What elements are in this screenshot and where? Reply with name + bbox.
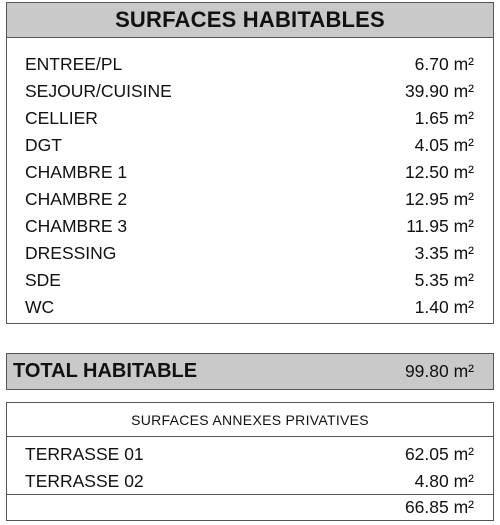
room-name: SDE xyxy=(25,270,61,290)
room-area: 6.70 m² xyxy=(414,54,474,74)
room-name: CELLIER xyxy=(25,108,98,128)
room-row xyxy=(7,213,493,240)
total-habitable-bar xyxy=(6,353,494,390)
room-row xyxy=(7,267,493,294)
room-row xyxy=(7,186,493,213)
annex-row xyxy=(7,468,493,495)
room-name: ENTREE/PL xyxy=(25,54,123,74)
annexes-total-value: 66.85 m² xyxy=(404,497,474,517)
surfaces-annexes-title: SURFACES ANNEXES PRIVATIVES xyxy=(7,403,493,437)
total-habitable-label: TOTAL HABITABLE xyxy=(13,360,198,382)
room-row xyxy=(7,159,493,186)
annexes-total xyxy=(7,494,493,520)
room-row xyxy=(7,78,493,105)
room-name: CHAMBRE 1 xyxy=(25,162,128,182)
annex-area: 62.05 m² xyxy=(404,444,474,464)
annex-name: TERRASSE 02 xyxy=(25,471,144,491)
room-area: 4.05 m² xyxy=(414,135,474,155)
room-row xyxy=(7,240,493,267)
total-habitable-value: 99.80 m² xyxy=(404,361,474,381)
room-area: 12.50 m² xyxy=(404,162,474,182)
surfaces-habitables-title: SURFACES HABITABLES xyxy=(7,3,493,38)
surfaces-annexes-panel xyxy=(6,402,494,521)
surfaces-habitables-panel xyxy=(6,2,494,324)
room-area: 5.35 m² xyxy=(414,270,474,290)
room-name: DGT xyxy=(25,135,62,155)
annex-name: TERRASSE 01 xyxy=(25,444,144,464)
room-area: 3.35 m² xyxy=(414,243,474,263)
room-area: 11.95 m² xyxy=(406,216,474,236)
room-area: 39.90 m² xyxy=(404,81,474,101)
room-row xyxy=(7,51,493,78)
room-name: WC xyxy=(25,297,55,317)
room-name: DRESSING xyxy=(25,243,117,263)
room-row xyxy=(7,105,493,132)
room-area: 1.65 m² xyxy=(414,108,474,128)
room-name: CHAMBRE 2 xyxy=(25,189,128,209)
annex-row xyxy=(7,441,493,468)
room-area: 12.95 m² xyxy=(404,189,474,209)
annex-list xyxy=(7,437,493,495)
room-name: CHAMBRE 3 xyxy=(25,216,128,236)
room-list xyxy=(7,51,493,321)
room-row xyxy=(7,132,493,159)
room-name: SEJOUR/CUISINE xyxy=(25,81,172,101)
room-area: 1.40 m² xyxy=(414,297,474,317)
annex-area: 4.80 m² xyxy=(414,471,474,491)
room-row xyxy=(7,294,493,321)
